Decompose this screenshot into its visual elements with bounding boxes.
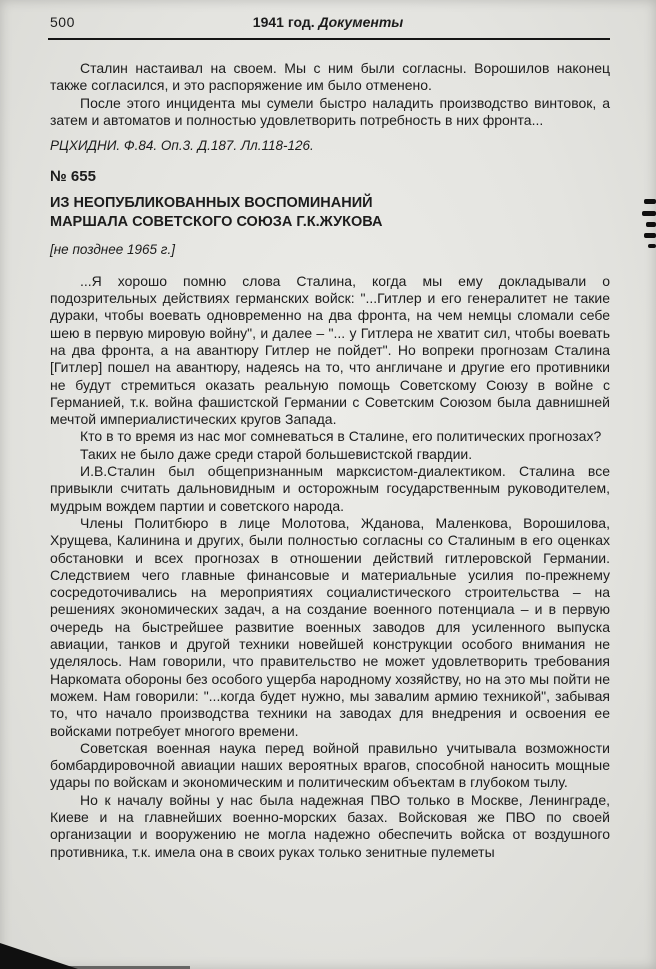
paragraph-body-5: Члены Политбюро в лице Молотова, Жданова, Маленкова, Ворошилова, Хрущева, Калинина и других, были полностью согласны со Сталиным в его оценках обстановки и всех прогнозах в отношении действий гитлеровской Германии. Следствием чего главные финансовые и материальные усилия по-прежнему сосредоточивались на мероприятиях социалистического строительства – на решениях экономических задач, а на создание военного потенциала – и в первую очередь на быстрейшее развитие военных заводов для усиленного выпуска авиации, танков и другой техники новейшей конструкции особого внимания не уделялось. Нам говорили, что правительство не может удовлетворить требования Наркомата обороны без особого ущерба народному хозяйству, но на это мы пойти не можем. Нам говорили: "...когда будет нужно, мы завалим армию техникой", забывая то, что начало производства техники на заводах для внедрения и освоения ее войсками потребует многого времени.: [50, 514, 610, 739]
scan-artifact-edge-mark: [644, 199, 656, 204]
scan-artifact-edge-mark: [642, 211, 656, 216]
running-head-title: [0, 14, 656, 30]
paragraph-body-2: Кто в то время из нас мог сомневаться в Сталине, его политических прогнозах?: [80, 428, 602, 445]
document-title: [50, 194, 610, 232]
paragraph-intro-1: Сталин настаивал на своем. Мы с ним были согласны. Ворошилов наконец также согласился, и это распоряжение им было отменено.: [50, 60, 610, 94]
page-header: [0, 0, 656, 33]
scan-artifact-edge-mark: [648, 244, 656, 248]
page-number: 500: [50, 14, 75, 30]
running-head-year: 1941 год.: [252, 14, 315, 30]
document-title-line-2: МАРШАЛА СОВЕТСКОГО СОЮЗА Г.К.ЖУКОВА: [50, 214, 383, 231]
document-text: [0, 40, 656, 861]
document-number: № 655: [50, 168, 96, 186]
scan-artifact-edge-mark: [644, 233, 656, 238]
paragraph-intro-2: После этого инцидента мы сумели быстро наладить производство винтовок, а затем и автоматов и полностью удовлетворить потребность в них фронта...: [50, 94, 610, 128]
date-note: [не позднее 1965 г.]: [50, 242, 175, 258]
scan-artifact-edge-mark: [646, 222, 656, 227]
paragraph-body-3: Таких не было даже среди старой большевистской гвардии.: [80, 445, 473, 462]
paragraph-body-6: Советская военная наука перед войной правильно учитывала возможности бомбардировочной авиации наших вероятных врагов, способной наносить мощные удары по войскам и экономическим и политическим объектам в глубоком тылу.: [50, 739, 610, 791]
document-title-line-1: ИЗ НЕОПУБЛИКОВАННЫХ ВОСПОМИНАНИЙ: [50, 195, 373, 212]
paragraph-body-4: И.В.Сталин был общепризнанным марксистом-диалектиком. Сталина все привыкли считать дальновидным и осторожным государственным руководителем, мудрым вождем партии и советского народа.: [50, 463, 610, 514]
paragraph-body-7: Но к началу войны у нас была надежная ПВО только в Москве, Ленинграде, Киеве и на главнейших военно-морских базах. Войсковая же ПВО по своей организации и вооружению не могла надежно обеспечить войска от воздушного противника, т.к. имела она в своих руках только зенитные пулеметы: [50, 791, 610, 860]
paragraph-body-1: ...Я хорошо помню слова Сталина, когда мы ему докладывали о подозрительных действиях германских войск: "...Гитлер и его генералитет не такие дураки, чтобы воевать одновременно на два фронта, на чем немцы сломали себе шею в первую мировую войну", и далее – "... у Гитлера не хватит сил, чтобы воевать на два фронта, а на авантюру Гитлер не пойдет". Но вопреки прогнозам Сталина [Гитлер] пошел на авантюру, надеясь на то, что англичане и другие его противники не будут стремиться оказать реальную помощь Советскому Союзу в войне с Германией, т.к. война фашистской Германии с Советским Союзом была давнишней мечтой империалистических кругов Запада.: [50, 272, 610, 428]
archive-reference: РЦХИДНИ. Ф.84. Оп.3. Д.187. Лл.118-126.: [50, 138, 314, 154]
running-head-section: Документы: [318, 14, 404, 30]
